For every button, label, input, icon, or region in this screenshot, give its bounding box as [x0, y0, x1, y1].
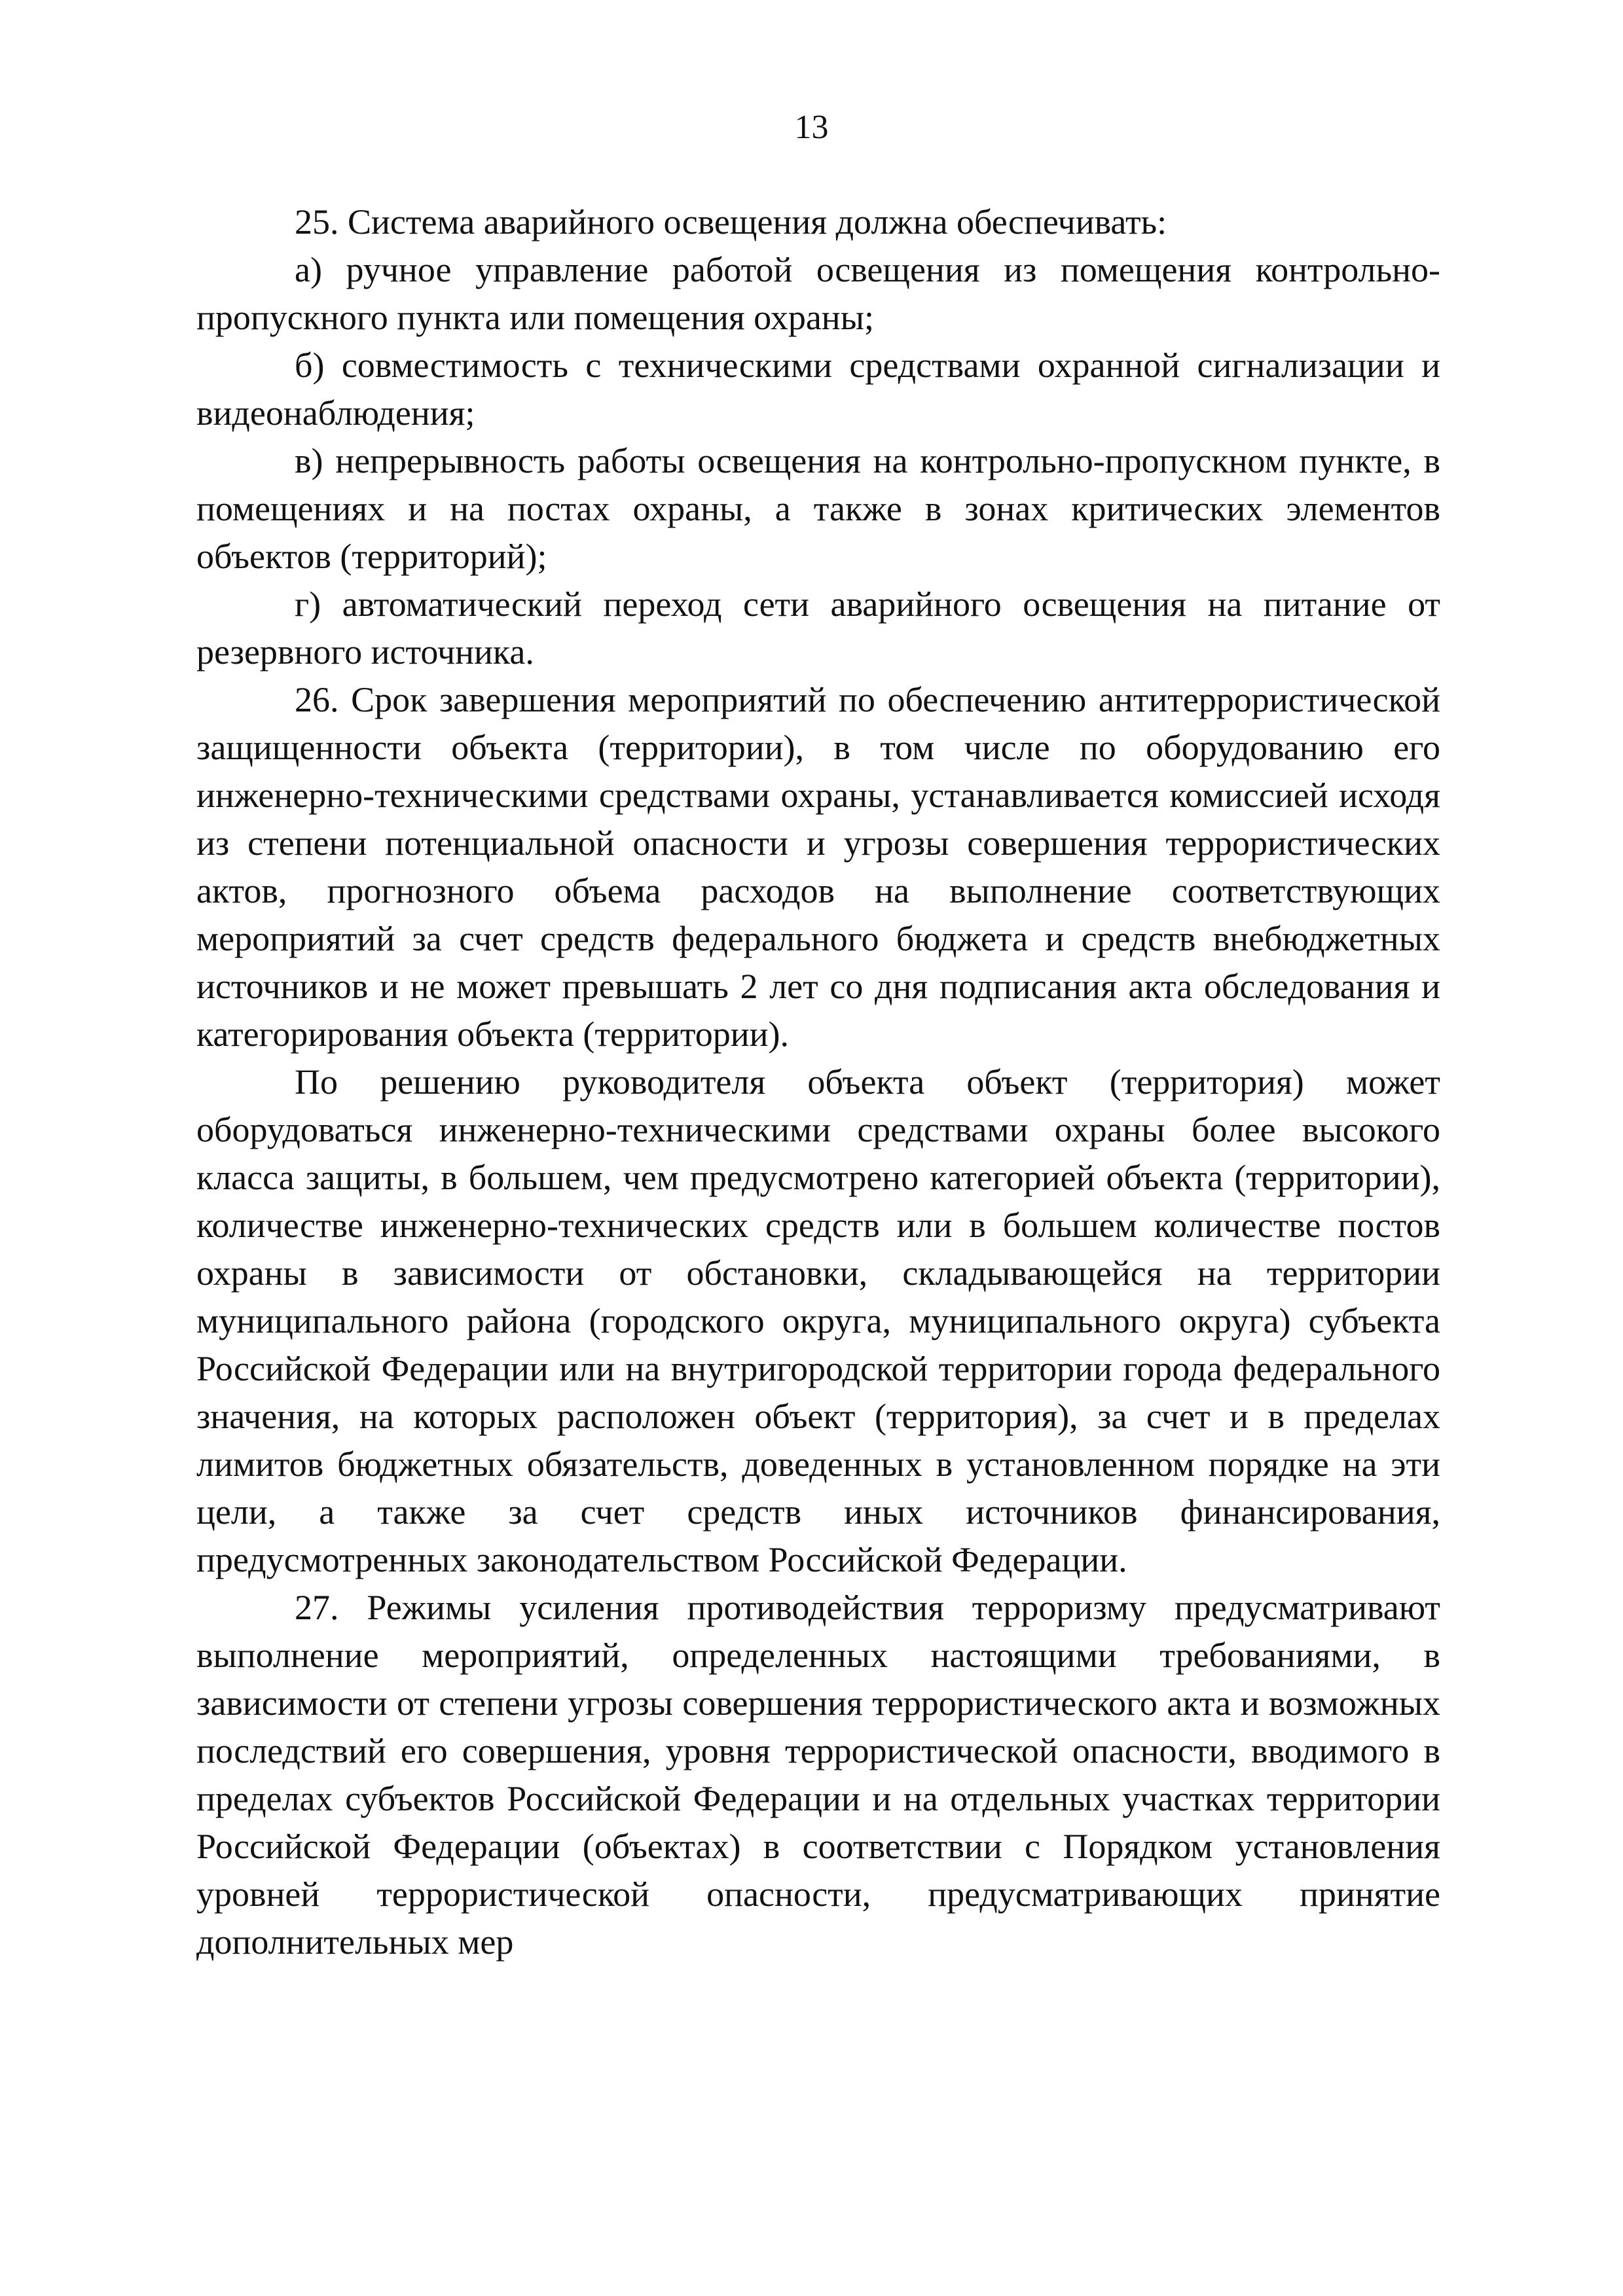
paragraph-25-item-g: г) автоматический переход сети аварийного освещения на питание от резервного источника.: [196, 584, 1440, 672]
paragraph-25-intro: 25. Система аварийного освещения должна обеспечивать:: [295, 202, 1167, 242]
paragraph-25-item-v: в) непрерывность работы освещения на контрольно-пропускном пункте, в помещениях и на постах охраны, а также в зонах критических элементов объектов (территорий);: [196, 441, 1440, 576]
page-number: 13: [794, 109, 829, 146]
document-body: [196, 198, 1440, 1966]
paragraph-26-continued: По решению руководителя объекта объект (территория) может оборудоваться инженерно-техническими средствами охраны более высокого класса защиты, в большем, чем предусмотрено категорией объекта (территории), количестве инженерно-технических средств или в большем количестве постов охраны в зависимости от обстановки, складывающейся на территории муниципального района (городского округа, муниципального округа) субъекта Российской Федерации или на внутригородской территории города федерального значения, на которых расположен объект (территория), за счет и в пределах лимитов бюджетных обязательств, доведенных в установленном порядке на эти цели, а также за счет средств иных источников финансирования, предусмотренных законодательством Российской Федерации.: [196, 1062, 1440, 1579]
paragraph-27: 27. Режимы усиления противодействия терроризму предусматривают выполнение мероприятий, определенных настоящими требованиями, в зависимости от степени угрозы совершения террористического акта и возможных последствий его совершения, уровня террористической опасности, вводимого в пределах субъектов Российской Федерации и на отдельных участках территории Российской Федерации (объектах) в соответствии с Порядком установления уровней террористической опасности, предусматривающих принятие дополнительных мер: [196, 1588, 1440, 1962]
paragraph-26: 26. Срок завершения мероприятий по обеспечению антитеррористической защищенности объекта (территории), в том числе по оборудованию его инженерно-техническими средствами охраны, устанавливается комиссией исходя из степени потенциальной опасности и угрозы совершения террористических актов, прогнозного объема расходов на выполнение соответствующих мероприятий за счет средств федерального бюджета и средств внебюджетных источников и не может превышать 2 лет со дня подписания акта обследования и категорирования объекта (территории).: [196, 680, 1440, 1054]
paragraph-25-item-b: б) совместимость с техническими средствами охранной сигнализации и видеонаблюдения;: [196, 346, 1440, 433]
paragraph-25-item-a: а) ручное управление работой освещения из помещения контрольно-пропускного пункта или помещения охраны;: [196, 250, 1440, 337]
